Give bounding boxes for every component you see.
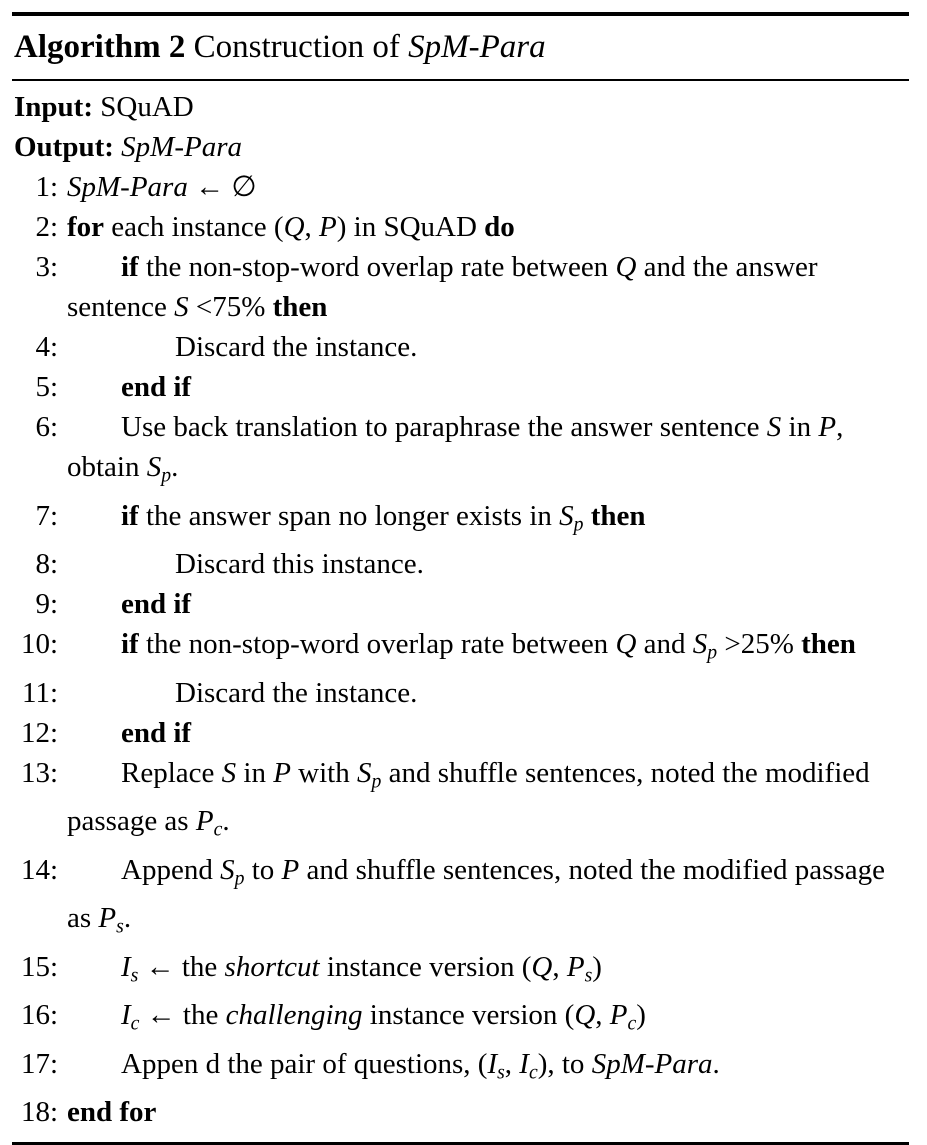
keyword: end if	[121, 371, 192, 403]
text-segment: ,	[595, 999, 610, 1032]
text-segment: instance version (	[319, 950, 532, 983]
math-symbol: P	[195, 805, 214, 838]
text-segment: and the answer sentence	[67, 251, 818, 323]
keyword: then	[801, 628, 856, 661]
text-segment: )	[592, 950, 602, 983]
line-number: 14:	[20, 853, 58, 886]
line-content	[67, 207, 909, 247]
math-symbol: s	[584, 964, 593, 987]
text-segment: .	[222, 805, 230, 838]
output-line	[12, 127, 909, 167]
math-symbol: c	[130, 1012, 140, 1035]
line-number: 18:	[20, 1096, 58, 1129]
line-number: 11:	[22, 676, 58, 709]
text-segment: ← ∅	[187, 171, 257, 203]
line-content	[67, 753, 909, 850]
text-segment: SpM-Para	[408, 29, 546, 65]
math-symbol: P	[609, 999, 628, 1032]
text-segment: )	[636, 999, 646, 1032]
algorithm-line-16	[12, 995, 909, 1044]
line-number: 16:	[20, 999, 58, 1032]
text-segment: Discard this instance.	[175, 548, 424, 581]
math-symbol: s	[116, 915, 124, 938]
math-symbol: S	[146, 451, 162, 483]
algorithm-line-12	[12, 713, 909, 753]
text-segment: Construction of	[185, 29, 409, 65]
line-number: 7:	[35, 499, 58, 532]
math-symbol: I	[487, 1047, 498, 1080]
text-segment: with	[290, 756, 357, 789]
math-symbol: c	[528, 1061, 538, 1084]
text-segment: .	[712, 1047, 720, 1080]
algorithm-line-5	[12, 367, 909, 407]
math-symbol: s	[130, 964, 139, 987]
text-segment: SpM-Para	[591, 1047, 713, 1080]
algorithm-line-14	[12, 850, 909, 947]
text-segment: Discard the instance.	[175, 331, 418, 363]
text-segment: , obtain	[67, 411, 844, 483]
keyword: if	[121, 628, 139, 661]
text-segment: ← the	[139, 999, 226, 1032]
math-symbol: S	[220, 853, 235, 886]
math-symbol: I	[121, 999, 131, 1032]
line-number: 15:	[20, 950, 58, 983]
text-segment: ,	[504, 1047, 520, 1080]
math-symbol: S	[356, 756, 372, 789]
text-segment: each instance (	[104, 211, 284, 243]
text-segment: Append	[121, 853, 221, 886]
line-content	[67, 327, 909, 367]
algorithm-caption	[12, 16, 909, 79]
keyword: if	[121, 251, 139, 283]
line-content	[67, 947, 909, 996]
line-content	[67, 624, 909, 673]
line-content	[67, 367, 909, 407]
text-segment: and shuffle sentences, noted the modified passage as	[67, 756, 870, 838]
keyword: if	[121, 499, 139, 532]
line-content	[67, 544, 909, 584]
text-segment: the non-stop-word overlap rate between	[138, 628, 616, 661]
line-content	[67, 713, 909, 753]
math-symbol: Q	[615, 628, 637, 661]
math-symbol: I	[519, 1047, 529, 1080]
line-number: 5:	[35, 371, 58, 403]
math-symbol: S	[766, 411, 782, 443]
line-number: 8:	[35, 548, 58, 581]
keyword: do	[484, 211, 515, 243]
line-content	[67, 167, 909, 207]
line-content	[67, 850, 909, 947]
algorithm-line-1	[12, 167, 909, 207]
text-segment: SpM-Para	[67, 171, 188, 203]
math-symbol: S	[559, 499, 574, 532]
keyword: Input:	[14, 91, 101, 123]
math-symbol: Q	[615, 251, 637, 283]
algorithm-line-13	[12, 753, 909, 850]
text-segment: Replace	[121, 756, 222, 789]
line-number: 10:	[20, 628, 58, 661]
input-line	[12, 87, 909, 127]
math-symbol: P	[281, 853, 300, 886]
math-symbol: P	[273, 756, 291, 789]
text-segment: instance version (	[362, 999, 575, 1032]
math-symbol: c	[627, 1012, 637, 1035]
line-number: 4:	[35, 331, 58, 363]
text-segment: SQuAD	[100, 91, 194, 123]
line-content	[67, 1092, 909, 1132]
text-segment: SpM-Para	[121, 131, 242, 163]
line-content	[67, 673, 909, 713]
text-segment: to	[244, 853, 282, 886]
algorithm-line-18	[12, 1092, 909, 1132]
algorithm-line-4	[12, 327, 909, 367]
line-content	[67, 407, 909, 496]
math-symbol: Q	[574, 999, 596, 1032]
line-content	[67, 496, 909, 545]
text-segment: the non-stop-word overlap rate between	[138, 251, 616, 283]
line-number: 12:	[20, 716, 58, 749]
line-content	[67, 1044, 909, 1093]
text-segment: ) in SQuAD	[336, 211, 485, 243]
algorithm-line-10	[12, 624, 909, 673]
text-segment: and	[636, 628, 693, 661]
math-symbol: s	[497, 1061, 505, 1084]
line-number: 9:	[35, 588, 58, 621]
keyword: then	[272, 291, 328, 323]
text-segment: ,	[304, 211, 320, 243]
text-segment: ,	[552, 950, 567, 983]
line-content	[67, 247, 909, 327]
keyword: end for	[67, 1096, 157, 1129]
math-symbol: c	[213, 818, 223, 841]
math-symbol: p	[161, 464, 172, 487]
text-segment: >25%	[717, 628, 802, 661]
keyword: for	[67, 211, 105, 243]
math-symbol: p	[573, 513, 584, 536]
line-number: 17:	[20, 1047, 58, 1080]
text-segment: ← the	[138, 950, 225, 983]
algorithm-line-11	[12, 673, 909, 713]
algorithm-line-7	[12, 496, 909, 545]
algorithm-line-3	[12, 247, 909, 327]
text-segment: in	[781, 411, 819, 443]
line-number: 6:	[35, 411, 58, 443]
line-content	[67, 584, 909, 624]
text-segment: Use back translation to paraphrase the answer sentence	[121, 411, 767, 443]
algorithm-lines	[12, 167, 909, 1132]
text-segment: .	[123, 902, 132, 935]
line-content	[67, 995, 909, 1044]
math-symbol: p	[234, 867, 245, 890]
algorithm-line-17	[12, 1044, 909, 1093]
algorithm-line-15	[12, 947, 909, 996]
math-symbol: P	[98, 902, 117, 935]
math-symbol: P	[818, 411, 837, 443]
math-symbol: Q	[531, 950, 553, 983]
algorithm-body	[12, 81, 909, 1142]
math-symbol: p	[371, 770, 382, 793]
text-segment: and shuffle sentences, noted the modified passage as	[67, 853, 885, 935]
algorithm-line-9	[12, 584, 909, 624]
text-segment: Appen d the pair of questions, (	[121, 1047, 488, 1080]
math-symbol: P	[319, 211, 337, 243]
keyword: Output:	[14, 131, 122, 163]
line-number: 2:	[35, 211, 58, 243]
keyword: end if	[121, 716, 192, 749]
text-segment: challenging	[225, 999, 363, 1032]
text-segment	[584, 500, 591, 532]
text-segment: shortcut	[224, 950, 320, 983]
math-symbol: I	[121, 950, 131, 983]
math-symbol: S	[221, 756, 237, 789]
algorithm-line-6	[12, 407, 909, 496]
algorithm-line-2	[12, 207, 909, 247]
text-segment: in	[236, 756, 274, 789]
text-segment: ), to	[537, 1047, 592, 1080]
text-segment: <75%	[188, 291, 273, 323]
text-segment: .	[171, 451, 179, 483]
text-segment: Discard the instance.	[175, 676, 418, 709]
math-symbol: Q	[283, 211, 305, 243]
text-segment: the answer span no longer exists in	[138, 499, 560, 532]
math-symbol: p	[707, 641, 718, 664]
math-symbol: S	[692, 628, 708, 661]
line-number: 3:	[35, 251, 58, 283]
math-symbol: S	[174, 291, 189, 323]
math-symbol: P	[566, 950, 585, 983]
keyword: Algorithm 2	[14, 29, 186, 65]
algorithm-line-8	[12, 544, 909, 584]
line-number: 1:	[35, 171, 58, 203]
keyword: end if	[121, 588, 192, 621]
line-number: 13:	[20, 756, 58, 789]
keyword: then	[590, 499, 646, 532]
